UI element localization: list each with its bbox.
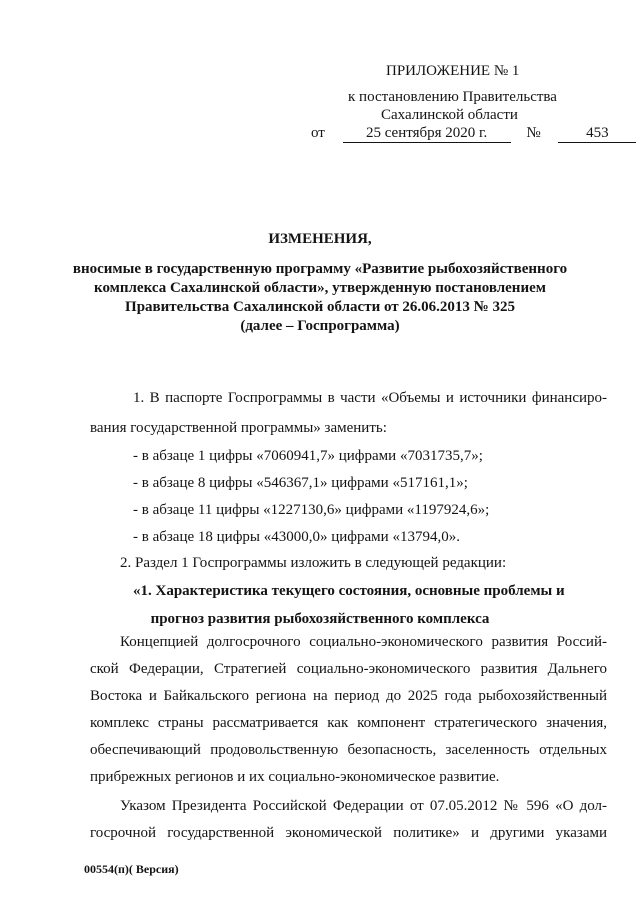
header-line-1: к постановлению Правительства [348, 89, 557, 105]
para1-line-1: Концепцией долгосрочного социально-экономического развития Россий- [120, 634, 607, 650]
title-line-4: (далее – Госпрограмма) [240, 318, 400, 334]
from-label: от [311, 125, 325, 141]
item2: 2. Раздел 1 Госпрограммы изложить в следующей редакции: [120, 555, 507, 571]
para1-line-4: комплекс страны рассматривается как компонент стратегического значения, [90, 715, 607, 731]
item1-line-1: 1. В паспорте Госпрограммы в части «Объемы и источники финансиро- [133, 390, 607, 406]
document-heading: ИЗМЕНЕНИЯ, [268, 231, 372, 247]
para1-line-2: ской Федерации, Стратегией социально-экономического развития Дальнего [90, 661, 607, 677]
date-field: 25 сентября 2020 г. [343, 125, 511, 143]
item1-line-2: вания государственной программы» заменить: [90, 420, 387, 436]
footer-code: 00554(п)( Версия) [84, 862, 179, 876]
para1-line-5: обеспечивающий продовольственную безопасность, заселенность отдельных [90, 742, 607, 758]
header-line-2: Сахалинской области [381, 107, 518, 123]
para1-line-3: Востока и Байкальского региона на период до 2025 года рыбохозяйственный [90, 688, 607, 704]
section-heading-line-2: прогноз развития рыбохозяйственного комплекса [150, 611, 490, 627]
bullet-3: - в абзаце 11 цифры «1227130,6» цифрами «1197924,6»; [133, 502, 490, 518]
para2-line-2: госрочной государственной экономической политике» и другими указами [90, 825, 607, 841]
title-line-1: вносимые в государственную программу «Развитие рыбохозяйственного [72, 261, 568, 277]
title-line-2: комплекса Сахалинской области», утвержденную постановлением [94, 280, 546, 296]
para1-line-6: прибрежных регионов и их социально-экономическое развитие. [90, 769, 500, 785]
para2-line-1: Указом Президента Российской Федерации от 07.05.2012 № 596 «О дол- [120, 798, 607, 814]
title-line-3: Правительства Сахалинской области от 26.06.2013 № 325 [125, 299, 515, 315]
header-date-row [311, 125, 636, 143]
bullet-1: - в абзаце 1 цифры «7060941,7» цифрами «7031735,7»; [133, 448, 483, 464]
section-heading-line-1: «1. Характеристика текущего состояния, основные проблемы и [133, 583, 565, 599]
number-label: № [526, 125, 541, 141]
number-field: 453 [558, 125, 636, 143]
bullet-2: - в абзаце 8 цифры «546367,1» цифрами «517161,1»; [133, 475, 468, 491]
appendix-title: ПРИЛОЖЕНИЕ № 1 [386, 63, 520, 79]
bullet-4: - в абзаце 18 цифры «43000,0» цифрами «13794,0». [133, 529, 460, 545]
